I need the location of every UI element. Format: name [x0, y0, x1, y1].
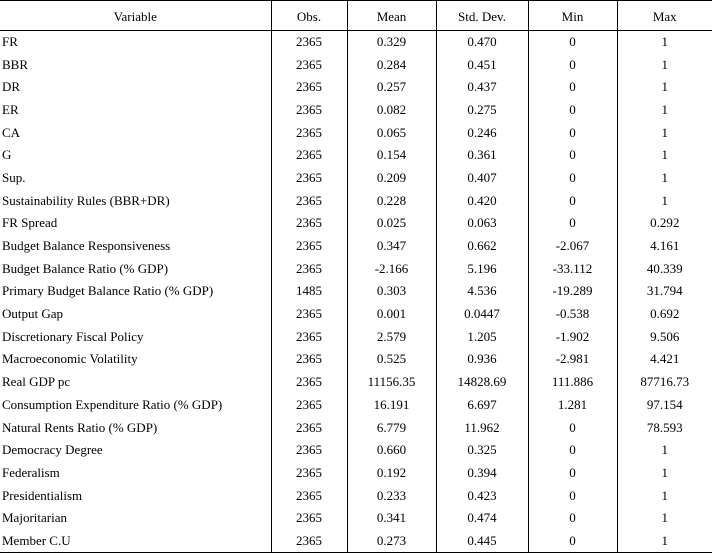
cell-max: 1 — [617, 53, 712, 76]
table-row — [0, 416, 712, 439]
cell-obs: 2365 — [271, 348, 347, 371]
cell-obs: 2365 — [271, 189, 347, 212]
cell-max: 31.794 — [617, 280, 712, 303]
cell-mean: 0.065 — [347, 121, 436, 144]
cell-min: -19.289 — [528, 280, 617, 303]
cell-std-dev: 4.536 — [436, 280, 528, 303]
header-mean: Mean — [347, 1, 436, 31]
cell-obs: 2365 — [271, 507, 347, 530]
table-row — [0, 462, 712, 485]
cell-variable: BBR — [2, 56, 29, 72]
cell-mean: 0.303 — [347, 280, 436, 303]
table-row — [0, 121, 712, 144]
cell-variable: Federalism — [2, 464, 60, 480]
cell-std-dev: 0.246 — [436, 121, 528, 144]
cell-max: 4.421 — [617, 348, 712, 371]
cell-mean: 2.579 — [347, 325, 436, 348]
cell-min: 0 — [528, 439, 617, 462]
cell-variable: Presidentialism — [2, 487, 83, 503]
cell-mean: 0.660 — [347, 439, 436, 462]
table-body — [0, 31, 712, 553]
cell-variable: Output Gap — [2, 306, 64, 322]
cell-max: 1 — [617, 144, 712, 167]
cell-min: 1.281 — [528, 394, 617, 417]
cell-obs: 2365 — [271, 212, 347, 235]
table-row — [0, 507, 712, 530]
header-row — [0, 1, 712, 31]
cell-min: 0 — [528, 76, 617, 99]
cell-min: -1.902 — [528, 325, 617, 348]
cell-min: -2.981 — [528, 348, 617, 371]
cell-max: 1 — [617, 462, 712, 485]
cell-std-dev: 0.325 — [436, 439, 528, 462]
cell-max: 1 — [617, 484, 712, 507]
cell-std-dev: 0.437 — [436, 76, 528, 99]
header-obs: Obs. — [271, 1, 347, 31]
cell-std-dev: 0.936 — [436, 348, 528, 371]
header-min: Min — [528, 1, 617, 31]
cell-min: -0.538 — [528, 303, 617, 326]
cell-std-dev: 0.423 — [436, 484, 528, 507]
cell-variable: Democracy Degree — [2, 442, 103, 458]
cell-max: 9.506 — [617, 325, 712, 348]
cell-std-dev: 0.470 — [436, 31, 528, 54]
table-row — [0, 280, 712, 303]
table-row — [0, 530, 712, 553]
cell-std-dev: 0.275 — [436, 99, 528, 122]
cell-obs: 2365 — [271, 121, 347, 144]
cell-max: 87716.73 — [617, 371, 712, 394]
cell-std-dev: 0.063 — [436, 212, 528, 235]
cell-max: 4.161 — [617, 235, 712, 258]
table-row — [0, 235, 712, 258]
cell-min: 111.886 — [528, 371, 617, 394]
table-row — [0, 189, 712, 212]
cell-max: 97.154 — [617, 394, 712, 417]
cell-mean: 0.347 — [347, 235, 436, 258]
cell-obs: 2365 — [271, 167, 347, 190]
cell-obs: 2365 — [271, 416, 347, 439]
cell-min: 0 — [528, 484, 617, 507]
cell-mean: 0.001 — [347, 303, 436, 326]
cell-variable: Budget Balance Responsiveness — [2, 238, 171, 254]
cell-mean: 0.341 — [347, 507, 436, 530]
cell-max: 1 — [617, 76, 712, 99]
cell-max: 1 — [617, 121, 712, 144]
cell-min: 0 — [528, 416, 617, 439]
cell-variable: Budget Balance Ratio (% GDP) — [2, 260, 169, 276]
cell-obs: 2365 — [271, 394, 347, 417]
cell-max: 40.339 — [617, 257, 712, 280]
cell-variable: CA — [2, 124, 21, 140]
cell-obs: 2365 — [271, 235, 347, 258]
cell-mean: 16.191 — [347, 394, 436, 417]
cell-mean: 0.209 — [347, 167, 436, 190]
cell-std-dev: 0.361 — [436, 144, 528, 167]
cell-min: -33.112 — [528, 257, 617, 280]
cell-max: 0.692 — [617, 303, 712, 326]
cell-mean: 6.779 — [347, 416, 436, 439]
cell-max: 1 — [617, 189, 712, 212]
cell-obs: 2365 — [271, 303, 347, 326]
table-row — [0, 31, 712, 54]
table-row — [0, 303, 712, 326]
cell-max: 1 — [617, 530, 712, 553]
cell-min: 0 — [528, 31, 617, 54]
cell-mean: 0.273 — [347, 530, 436, 553]
cell-min: 0 — [528, 167, 617, 190]
table-row — [0, 53, 712, 76]
cell-min: 0 — [528, 462, 617, 485]
cell-obs: 2365 — [271, 325, 347, 348]
cell-max: 1 — [617, 31, 712, 54]
cell-obs: 2365 — [271, 257, 347, 280]
cell-std-dev: 0.394 — [436, 462, 528, 485]
cell-variable: Natural Rents Ratio (% GDP) — [2, 419, 158, 435]
cell-max: 1 — [617, 439, 712, 462]
cell-min: 0 — [528, 212, 617, 235]
cell-mean: 0.284 — [347, 53, 436, 76]
cell-obs: 2365 — [271, 371, 347, 394]
cell-std-dev: 0.445 — [436, 530, 528, 553]
table-row — [0, 99, 712, 122]
cell-std-dev: 1.205 — [436, 325, 528, 348]
table-row — [0, 325, 712, 348]
cell-variable: FR — [2, 34, 18, 50]
cell-max: 0.292 — [617, 212, 712, 235]
cell-std-dev: 0.407 — [436, 167, 528, 190]
table-row — [0, 76, 712, 99]
cell-variable: Primary Budget Balance Ratio (% GDP) — [2, 283, 214, 299]
cell-obs: 2365 — [271, 530, 347, 553]
cell-min: -2.067 — [528, 235, 617, 258]
cell-variable: Member C.U — [0, 530, 271, 553]
header-variable: Variable — [0, 1, 271, 31]
cell-variable: Majoritarian — [2, 510, 67, 526]
cell-min: 0 — [528, 144, 617, 167]
cell-variable: G — [2, 147, 12, 163]
cell-std-dev: 14828.69 — [436, 371, 528, 394]
cell-mean: 0.154 — [347, 144, 436, 167]
cell-std-dev: 6.697 — [436, 394, 528, 417]
cell-std-dev: 0.474 — [436, 507, 528, 530]
cell-variable: Real GDP pc — [2, 374, 71, 390]
table-row — [0, 212, 712, 235]
cell-obs: 2365 — [271, 76, 347, 99]
cell-max: 1 — [617, 507, 712, 530]
cell-variable: DR — [2, 79, 21, 95]
cell-std-dev: 0.662 — [436, 235, 528, 258]
cell-mean: 0.525 — [347, 348, 436, 371]
cell-mean: 11156.35 — [347, 371, 436, 394]
table-row — [0, 371, 712, 394]
cell-mean: 0.228 — [347, 189, 436, 212]
cell-std-dev: 0.451 — [436, 53, 528, 76]
cell-mean: -2.166 — [347, 257, 436, 280]
table-row — [0, 348, 712, 371]
cell-max: 1 — [617, 99, 712, 122]
cell-variable: FR Spread — [2, 215, 58, 231]
cell-min: 0 — [528, 99, 617, 122]
cell-obs: 2365 — [271, 144, 347, 167]
cell-variable: Consumption Expenditure Ratio (% GDP) — [2, 396, 223, 412]
cell-obs: 2365 — [271, 462, 347, 485]
cell-mean: 0.233 — [347, 484, 436, 507]
cell-obs: 2365 — [271, 484, 347, 507]
cell-max: 78.593 — [617, 416, 712, 439]
cell-mean: 0.082 — [347, 99, 436, 122]
cell-mean: 0.192 — [347, 462, 436, 485]
cell-mean: 0.257 — [347, 76, 436, 99]
cell-variable: ER — [2, 101, 19, 117]
cell-variable: Discretionary Fiscal Policy — [2, 328, 144, 344]
cell-min: 0 — [528, 53, 617, 76]
table-row — [0, 167, 712, 190]
cell-variable: Sustainability Rules (BBR+DR) — [2, 192, 170, 208]
cell-min: 0 — [528, 530, 617, 553]
cell-obs: 2365 — [271, 99, 347, 122]
cell-mean: 0.025 — [347, 212, 436, 235]
cell-min: 0 — [528, 507, 617, 530]
header-max: Max — [617, 1, 712, 31]
table-header — [0, 1, 712, 31]
table-row — [0, 484, 712, 507]
table-row — [0, 144, 712, 167]
cell-std-dev: 5.196 — [436, 257, 528, 280]
table-row — [0, 439, 712, 462]
cell-min: 0 — [528, 121, 617, 144]
cell-variable: Macroeconomic Volatility — [2, 351, 138, 367]
cell-std-dev: 11.962 — [436, 416, 528, 439]
cell-std-dev: 0.0447 — [436, 303, 528, 326]
cell-variable: Sup. — [2, 169, 26, 185]
cell-obs: 1485 — [271, 280, 347, 303]
cell-mean: 0.329 — [347, 31, 436, 54]
cell-obs: 2365 — [271, 439, 347, 462]
cell-obs: 2365 — [271, 31, 347, 54]
cell-obs: 2365 — [271, 53, 347, 76]
cell-min: 0 — [528, 189, 617, 212]
table-row — [0, 394, 712, 417]
header-std-dev: Std. Dev. — [436, 1, 528, 31]
table-row — [0, 257, 712, 280]
cell-max: 1 — [617, 167, 712, 190]
cell-std-dev: 0.420 — [436, 189, 528, 212]
